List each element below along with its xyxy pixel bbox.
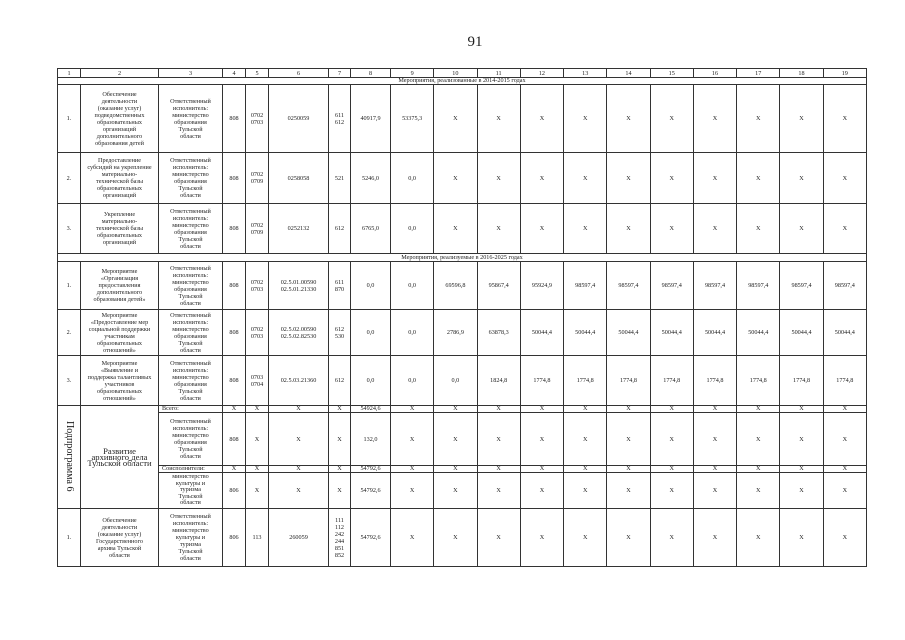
event-row [58, 85, 867, 153]
subprogram-name: Развитие архивного дела Тульской области [81, 406, 159, 509]
amount-cell: 1774,8 [520, 356, 563, 406]
amount-cell: X [434, 473, 477, 509]
executor: Ответственный исполнитель: министерство образования Тульской области [159, 85, 223, 153]
amount-cell: X [391, 406, 434, 413]
executor: Ответственный исполнитель: министерство образования Тульской области [159, 310, 223, 356]
amount-cell: X [780, 466, 823, 473]
amount-cell: X [780, 204, 823, 254]
expense-type-code: 111 112 242 244 851 852 [329, 509, 351, 567]
amount-cell: X [737, 85, 780, 153]
expense-type-code: X [329, 413, 351, 466]
amount-cell: X [564, 466, 607, 473]
column-number: 2 [81, 69, 159, 78]
event-row [58, 356, 867, 406]
amount-cell: X [607, 473, 650, 509]
column-number: 16 [693, 69, 736, 78]
amount-cell: X [823, 509, 866, 567]
expense-type-code: 612 [329, 356, 351, 406]
amount-cell: X [434, 153, 477, 204]
amount-cell: 1774,8 [693, 356, 736, 406]
executor: Ответственный исполнитель: министерство образования Тульской области [159, 204, 223, 254]
amount-cell: X [477, 406, 520, 413]
amount-cell: X [477, 153, 520, 204]
amount-cell: X [520, 153, 563, 204]
amount-cell: 0,0 [434, 356, 477, 406]
column-number: 5 [246, 69, 269, 78]
amount-cell: X [823, 204, 866, 254]
column-number: 13 [564, 69, 607, 78]
amount-cell: X [564, 204, 607, 254]
amount-cell: X [693, 85, 736, 153]
event-row [58, 204, 867, 254]
amount-cell: 54924,6 [351, 406, 391, 413]
target-code: X [269, 406, 329, 413]
amount-cell: X [477, 473, 520, 509]
amount-cell: X [564, 473, 607, 509]
amount-cell: X [650, 509, 693, 567]
amount-cell: X [780, 509, 823, 567]
amount-cell: X [477, 509, 520, 567]
amount-cell: X [737, 473, 780, 509]
amount-cell: X [607, 466, 650, 473]
amount-cell: X [823, 406, 866, 413]
amount-cell: 132,0 [351, 413, 391, 466]
amount-cell: 98597,4 [607, 262, 650, 310]
ministry-code: 808 [223, 413, 246, 466]
ministry-code: 808 [223, 204, 246, 254]
ministry-code: 808 [223, 262, 246, 310]
amount-cell: 95924,9 [520, 262, 563, 310]
amount-cell: X [434, 85, 477, 153]
target-code: 02.5.02.00590 02.5.02.82530 [269, 310, 329, 356]
column-number: 9 [391, 69, 434, 78]
column-number: 1 [58, 69, 81, 78]
amount-cell: 0,0 [391, 262, 434, 310]
amount-cell: X [823, 473, 866, 509]
amount-cell: X [607, 204, 650, 254]
ministry-code: 806 [223, 509, 246, 567]
co-executor: министерство культуры и туризма Тульской области [159, 473, 223, 509]
target-code: X [269, 413, 329, 466]
ministry-code: 808 [223, 85, 246, 153]
section-code: X [246, 413, 269, 466]
target-code: 02.5.03.21360 [269, 356, 329, 406]
amount-cell: X [477, 413, 520, 466]
event-name: Обеспечение деятельности (оказание услуг) Государственного архива Тульской области [81, 509, 159, 567]
amount-cell: 1774,8 [607, 356, 650, 406]
section-row [58, 254, 867, 262]
event-name: Мероприятие «Предоставление мер социальной поддержки участникам образовательных отношений» [81, 310, 159, 356]
amount-cell: 54792,6 [351, 509, 391, 567]
event-row [58, 262, 867, 310]
section-code: X [246, 466, 269, 473]
ministry-code: 808 [223, 356, 246, 406]
column-number: 12 [520, 69, 563, 78]
row-number: 1. [58, 509, 81, 567]
amount-cell: X [650, 153, 693, 204]
ministry-code: X [223, 466, 246, 473]
amount-cell: X [520, 413, 563, 466]
subprogram-label: Подпрограмма 6 [64, 420, 75, 492]
amount-cell: 50044,4 [693, 310, 736, 356]
amount-cell: 53375,3 [391, 85, 434, 153]
column-number: 14 [607, 69, 650, 78]
amount-cell: X [520, 473, 563, 509]
amount-cell: 69596,8 [434, 262, 477, 310]
amount-cell: X [737, 466, 780, 473]
event-row [58, 310, 867, 356]
subprogram-row [58, 466, 867, 473]
page-number: 91 [467, 34, 483, 50]
column-number: 18 [780, 69, 823, 78]
target-code: 0252132 [269, 204, 329, 254]
row-number: 2. [58, 153, 81, 204]
amount-cell: X [607, 406, 650, 413]
column-number: 19 [823, 69, 866, 78]
amount-cell: 98597,4 [693, 262, 736, 310]
amount-cell: X [780, 85, 823, 153]
amount-cell: X [434, 204, 477, 254]
amount-cell: X [564, 153, 607, 204]
amount-cell: X [520, 204, 563, 254]
amount-cell: X [737, 413, 780, 466]
amount-cell: 1774,8 [650, 356, 693, 406]
amount-cell: X [650, 466, 693, 473]
amount-cell: 0,0 [351, 262, 391, 310]
amount-cell: X [434, 406, 477, 413]
section-code: 0702 0703 [246, 310, 269, 356]
amount-cell: X [477, 204, 520, 254]
co-executors-label: Соисполнители: [159, 466, 223, 473]
amount-cell: X [823, 153, 866, 204]
amount-cell: X [693, 413, 736, 466]
amount-cell: X [607, 153, 650, 204]
amount-cell: 54792,6 [351, 466, 391, 473]
amount-cell: X [477, 85, 520, 153]
amount-cell: X [564, 413, 607, 466]
amount-cell: 98597,4 [564, 262, 607, 310]
target-code: X [269, 466, 329, 473]
amount-cell: 98597,4 [780, 262, 823, 310]
amount-cell: 1774,8 [780, 356, 823, 406]
amount-cell: X [693, 509, 736, 567]
row-number: 1. [58, 85, 81, 153]
amount-cell: 0,0 [391, 204, 434, 254]
amount-cell: 50044,4 [823, 310, 866, 356]
row-number: 3. [58, 204, 81, 254]
expense-type-code: 612 [329, 204, 351, 254]
amount-cell: X [650, 413, 693, 466]
amount-cell: 0,0 [351, 356, 391, 406]
amount-cell: 50044,4 [607, 310, 650, 356]
amount-cell: X [823, 466, 866, 473]
event-name: Обеспечение деятельности (оказание услуг) подведомственных образовательных организаций дополнительного образования детей [81, 85, 159, 153]
amount-cell: 1774,8 [564, 356, 607, 406]
subprogram-row [58, 473, 867, 509]
amount-cell: X [737, 406, 780, 413]
subprogram-label-cell [58, 406, 81, 509]
amount-cell: X [737, 153, 780, 204]
amount-cell: 0,0 [351, 310, 391, 356]
event-name: Мероприятие «Выявление и поддержка талантливых участников образовательных отношений» [81, 356, 159, 406]
section-code: 0703 0704 [246, 356, 269, 406]
section-code: 0702 0703 [246, 262, 269, 310]
column-numbers-row [58, 69, 867, 78]
amount-cell: X [693, 204, 736, 254]
amount-cell: X [737, 204, 780, 254]
amount-cell: 6765,0 [351, 204, 391, 254]
amount-cell: X [737, 509, 780, 567]
target-code: 260059 [269, 509, 329, 567]
column-number: 11 [477, 69, 520, 78]
amount-cell: 40917,9 [351, 85, 391, 153]
event-row [58, 509, 867, 567]
target-code: X [269, 473, 329, 509]
expense-type-code: 611 870 [329, 262, 351, 310]
column-number: 7 [329, 69, 351, 78]
ministry-code: 808 [223, 310, 246, 356]
amount-cell: X [780, 473, 823, 509]
amount-cell: 50044,4 [564, 310, 607, 356]
section-code: X [246, 473, 269, 509]
amount-cell: X [564, 509, 607, 567]
program-table [57, 68, 867, 567]
amount-cell: X [823, 85, 866, 153]
amount-cell: X [780, 413, 823, 466]
section-code: 0702 0709 [246, 153, 269, 204]
section-code: X [246, 406, 269, 413]
expense-type-code: 521 [329, 153, 351, 204]
target-code: 0250059 [269, 85, 329, 153]
ministry-code: 808 [223, 153, 246, 204]
amount-cell: X [780, 406, 823, 413]
amount-cell: X [391, 473, 434, 509]
amount-cell: X [391, 509, 434, 567]
amount-cell: X [650, 406, 693, 413]
amount-cell: 98597,4 [737, 262, 780, 310]
amount-cell: 0,0 [391, 153, 434, 204]
amount-cell: 50044,4 [737, 310, 780, 356]
amount-cell: X [607, 85, 650, 153]
amount-cell: X [391, 413, 434, 466]
amount-cell: 1774,8 [737, 356, 780, 406]
amount-cell: 50044,4 [650, 310, 693, 356]
row-number: 2. [58, 310, 81, 356]
section-row [58, 78, 867, 85]
expense-type-code: X [329, 466, 351, 473]
amount-cell: X [650, 204, 693, 254]
event-row [58, 153, 867, 204]
amount-cell: X [693, 466, 736, 473]
row-number: 3. [58, 356, 81, 406]
target-code: 02.5.01.00590 02.5.01.21330 [269, 262, 329, 310]
amount-cell: X [650, 473, 693, 509]
amount-cell: 1824,8 [477, 356, 520, 406]
amount-cell: 63878,3 [477, 310, 520, 356]
ministry-code: X [223, 406, 246, 413]
expense-type-code: 612 530 [329, 310, 351, 356]
executor: Ответственный исполнитель: министерство образования Тульской области [159, 413, 223, 466]
column-number: 3 [159, 69, 223, 78]
amount-cell: X [693, 153, 736, 204]
expense-type-code: X [329, 473, 351, 509]
column-number: 15 [650, 69, 693, 78]
amount-cell: 2786,9 [434, 310, 477, 356]
amount-cell: 0,0 [391, 356, 434, 406]
section-code: 0702 0709 [246, 204, 269, 254]
amount-cell: X [520, 466, 563, 473]
amount-cell: X [693, 473, 736, 509]
column-number: 17 [737, 69, 780, 78]
amount-cell: X [823, 413, 866, 466]
executor: Ответственный исполнитель: министерство культуры и туризма Тульской области [159, 509, 223, 567]
row-number: 1. [58, 262, 81, 310]
total-label: Всего: [159, 406, 223, 413]
column-number: 10 [434, 69, 477, 78]
expense-type-code: 611 612 [329, 85, 351, 153]
event-name: Мероприятие «Организация предоставления дополнительного образования детей» [81, 262, 159, 310]
executor: Ответственный исполнитель: министерство образования Тульской области [159, 356, 223, 406]
amount-cell: X [607, 509, 650, 567]
amount-cell: X [391, 466, 434, 473]
amount-cell: X [520, 85, 563, 153]
section-title-2014-2015: Мероприятия, реализованные в 2014-2015 годах [58, 78, 867, 85]
amount-cell: 0,0 [391, 310, 434, 356]
section-code: 0702 0703 [246, 85, 269, 153]
amount-cell: X [520, 509, 563, 567]
amount-cell: X [564, 406, 607, 413]
amount-cell: X [434, 466, 477, 473]
amount-cell: 50044,4 [520, 310, 563, 356]
amount-cell: X [780, 153, 823, 204]
amount-cell: 54792,6 [351, 473, 391, 509]
amount-cell: 1774,8 [823, 356, 866, 406]
column-number: 4 [223, 69, 246, 78]
executor: Ответственный исполнитель: министерство образования Тульской области [159, 262, 223, 310]
subprogram-row [58, 406, 867, 413]
amount-cell: 98597,4 [650, 262, 693, 310]
amount-cell: X [650, 85, 693, 153]
amount-cell: X [564, 85, 607, 153]
amount-cell: 50044,4 [780, 310, 823, 356]
event-name: Предоставление субсидий на укрепление материально- технической базы образовательных организаций [81, 153, 159, 204]
amount-cell: 98597,4 [823, 262, 866, 310]
target-code: 0258058 [269, 153, 329, 204]
section-code: 113 [246, 509, 269, 567]
column-number: 8 [351, 69, 391, 78]
amount-cell: X [434, 509, 477, 567]
event-name: Укрепление материально- технической базы образовательных организаций [81, 204, 159, 254]
ministry-code: 806 [223, 473, 246, 509]
section-title-2016-2025: Мероприятия, реализуемые в 2016-2025 годах [58, 254, 867, 262]
amount-cell: 5246,0 [351, 153, 391, 204]
amount-cell: 95867,4 [477, 262, 520, 310]
column-number: 6 [269, 69, 329, 78]
expense-type-code: X [329, 406, 351, 413]
subprogram-row [58, 413, 867, 466]
amount-cell: X [520, 406, 563, 413]
amount-cell: X [434, 413, 477, 466]
executor: Ответственный исполнитель: министерство образования Тульской области [159, 153, 223, 204]
amount-cell: X [477, 466, 520, 473]
amount-cell: X [693, 406, 736, 413]
amount-cell: X [607, 413, 650, 466]
